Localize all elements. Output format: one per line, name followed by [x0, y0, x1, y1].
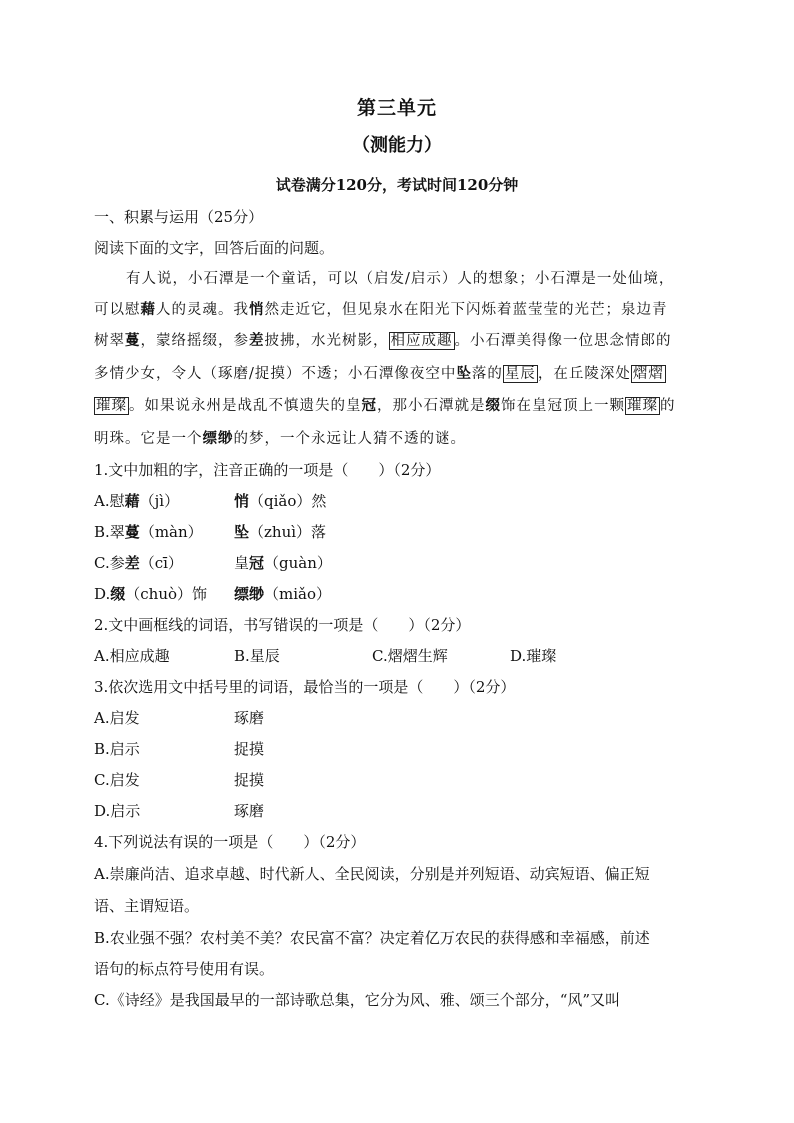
boxed-word-yiyi: 熠熠 [632, 366, 664, 382]
question-2-stem: 2.文中画框线的词语，书写错误的一项是（ ）（2分） [94, 616, 471, 634]
q4-option-a-line1: A.崇廉尚洁、追求卓越、时代新人、全民阅读，分别是并列短语、动宾短语、偏正短 [94, 865, 650, 883]
question-3-stem: 3.依次选用文中括号里的词语，最恰当的一项是（ ）（2分） [94, 678, 516, 696]
boxed-word-shenghui: 璀璨 [96, 398, 127, 414]
q2-option-a: A.相应成趣 [94, 647, 170, 665]
boxed-word-xiangying: 相应成趣 [390, 333, 453, 349]
passage-line-1: 有人说，小石潭是一个童话，可以（启发/启示）人的想象；小石潭是一处仙境， [126, 271, 675, 287]
instruction: 阅读下面的文字，回答后面的问题。 [94, 239, 335, 257]
q2-option-d: D.璀璨 [510, 647, 557, 665]
passage-line-2: 可以慰藉人的灵魂。我悄然走近它，但见泉水在阳光下闪烁着蓝莹莹的光芒；泉边青 [94, 301, 668, 318]
section-heading: 一、积累与运用（25分） [94, 208, 264, 226]
q2-option-c: C.熠熠生辉 [372, 647, 448, 665]
page-subtitle: （测能力） [352, 135, 442, 156]
question-1-stem: 1.文中加粗的字，注音正确的一项是（ ）（2分） [94, 461, 441, 479]
passage-line-6: 明珠。它是一个缥缈的梦，一个永远让人猜不透的谜。 [94, 430, 466, 447]
boxed-word-xingchen: 星辰 [504, 366, 536, 382]
question-4-stem: 4.下列说法有误的一项是（ ）（2分） [94, 833, 366, 851]
passage-line-3: 树翠蔓，蒙络摇缀，参差披拂，水光树影， 相应成趣 。小石潭美得像一位思念情郎的 [94, 332, 672, 349]
q4-option-a-line2: 语、主谓短语。 [94, 897, 200, 915]
boxed-word-cuican: 璀璨 [627, 398, 658, 414]
q4-option-c-line1: C.《诗经》是我国最早的一部诗歌总集，它分为风、雅、颂三个部分，“风”又叫 [94, 991, 621, 1009]
q2-option-b: B.星辰 [234, 647, 280, 665]
passage-line-5: 璀璨 。如果说永州是战乱不慎遗失的皇冠，那小石潭就是缀饰在皇冠顶上一颗 璀璨 的 [96, 397, 676, 414]
q4-option-b-line1: B.农业强不强？农村美不美？农民富不富？决定着亿万农民的获得感和幸福感，前述 [94, 929, 650, 947]
score-info: 试卷满分120分，考试时间120分钟 [275, 176, 519, 194]
q4-option-b-line2: 语句的标点符号使用有误。 [94, 960, 275, 978]
page-title: 第三单元 [356, 97, 437, 119]
passage-line-4: 多情少女，令人（琢磨/捉摸）不透；小石潭像夜空中坠落的 星辰 ，在丘陵深处 熠熠 [94, 365, 664, 382]
